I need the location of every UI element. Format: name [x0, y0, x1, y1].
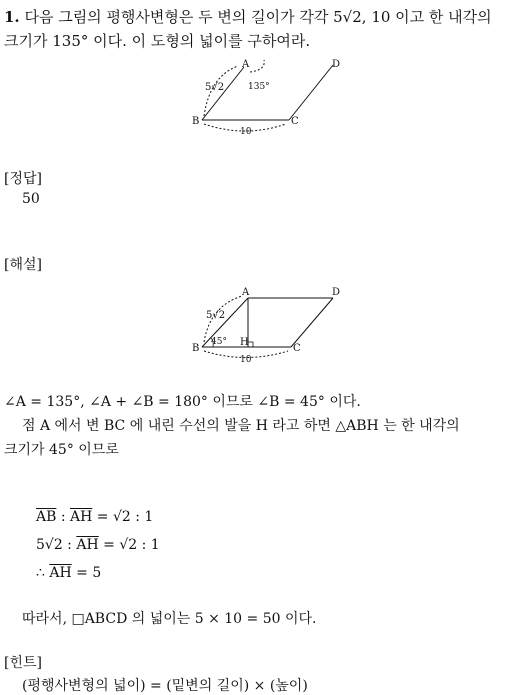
hint-heading: [힌트]	[4, 655, 42, 671]
angle-a-arc	[250, 60, 264, 72]
vertex-d-label: D	[332, 287, 341, 298]
problem-statement-line2: 크기가 135° 이다. 이 도형의 넓이를 구하여라.	[4, 32, 311, 50]
vertex-b-label: B	[192, 343, 200, 354]
side-cd	[291, 298, 333, 347]
therefore-symbol: ∴	[36, 565, 50, 581]
side-ab-length: 5√2	[205, 82, 225, 93]
problem-statement-line1	[4, 6, 492, 27]
parallelogram-height-figure	[180, 284, 360, 366]
equation-result	[36, 565, 101, 581]
vertex-b-label: B	[192, 116, 200, 127]
angle-a-measure: 135°	[248, 82, 270, 92]
vertex-d-label: D	[332, 59, 341, 70]
hint-text: (평행사변형의 넓이) = (밑변의 길이) × (높이)	[22, 678, 308, 694]
problem-number: 1.	[4, 8, 20, 26]
problem-text: 다음 그림의 평행사변형은 두 변의 길이가 각각 5√2, 10 이고 한 내각의	[24, 8, 492, 26]
vertex-a-label: A	[242, 287, 250, 298]
ratio-rest: = √2 : 1	[92, 509, 154, 525]
right-angle-mark	[248, 342, 253, 347]
solution-conclusion: 따라서, □ABCD 의 넓이는 5 × 10 = 50 이다.	[22, 611, 317, 627]
side-bc-length: 10	[240, 127, 252, 137]
segment-ah: $\overline{AH}$	[49, 565, 72, 581]
equation-substitution	[36, 537, 160, 553]
result-rest: = 5	[71, 565, 102, 581]
substitution-lead: 5√2 :	[36, 537, 77, 553]
vertex-c-label: C	[293, 343, 301, 354]
ratio-colon: :	[56, 509, 71, 525]
equation-ratio	[36, 509, 153, 525]
substitution-rest: = √2 : 1	[98, 537, 160, 553]
vertex-a-label: A	[242, 59, 250, 70]
answer-value: 50	[22, 191, 40, 207]
solution-perpendicular-line2: 크기가 45° 이므로	[4, 442, 119, 458]
solution-perpendicular-line1: 점 A 에서 변 BC 에 내린 수선의 발을 H 라고 하면 △ABH 는 한 내각의	[22, 418, 460, 434]
side-ab-length: 5√2	[206, 310, 226, 321]
angle-b-measure: 45°	[211, 337, 227, 347]
segment-ah: $\overline{AH}$	[76, 537, 99, 553]
segment-ah: $\overline{AH}$	[70, 509, 93, 525]
side-bc-length: 10	[240, 355, 252, 365]
foot-h-label: H	[240, 337, 249, 348]
solution-heading: [해설]	[4, 257, 42, 273]
answer-heading: [정답]	[4, 171, 42, 187]
segment-ab: $\overline{AB}$	[36, 509, 57, 525]
side-cd	[289, 65, 333, 120]
vertex-c-label: C	[291, 116, 299, 127]
parallelogram-figure	[180, 54, 360, 144]
solution-angles-line: ∠A = 135°, ∠A + ∠B = 180° 이므로 ∠B = 45° 이다.	[4, 394, 361, 410]
